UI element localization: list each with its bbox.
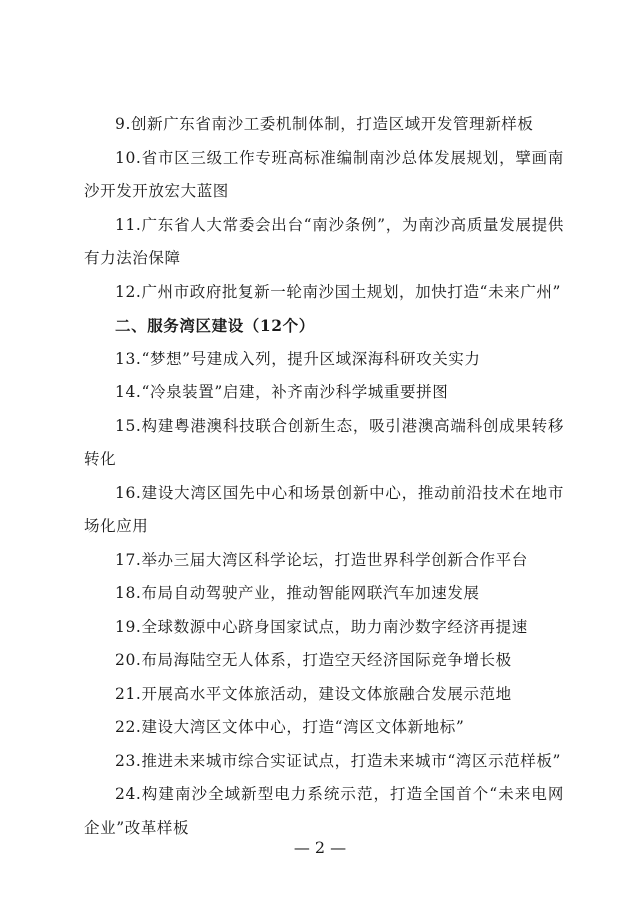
list-item-21: 21.开展高水平文体旅活动，建设文体旅融合发展示范地 <box>115 684 512 703</box>
list-item-9: 9.创新广东省南沙工委机制体制，打造区域开发管理新样板 <box>115 115 534 133</box>
list-item-17: 17.举办三届大湾区科学论坛，打造世界科学创新合作平台 <box>115 550 528 569</box>
section-heading-bay-area: 二、服务湾区建设（12个） <box>115 316 315 335</box>
list-item-19: 19.全球数源中心跻身国家试点，助力南沙数字经济再提速 <box>115 617 528 636</box>
list-item-18: 18.布局自动驾驶产业，推动智能网联汽车加速发展 <box>115 584 480 602</box>
list-item-14: 14.“冷泉装置”启建，补齐南沙科学城重要拼图 <box>115 383 449 401</box>
document-body <box>84 108 564 845</box>
list-item-11: 11.广东省人大常委会出台“南沙条例”，为南沙高质量发展提供有力法治保障 <box>84 215 564 267</box>
list-item-13: 13.“梦想”号建成入列，提升区域深海科研攻关实力 <box>115 349 481 368</box>
list-item-15: 15.构建粤港澳科技联合创新生态，吸引港澳高端科创成果转移转化 <box>84 416 564 468</box>
list-item-20: 20.布局海陆空无人体系，打造空天经济国际竞争增长极 <box>115 651 512 669</box>
list-item-12: 12.广州市政府批复新一轮南沙国土规划，加快打造“未来广州” <box>115 282 561 301</box>
list-item-16: 16.建设大湾区国先中心和场景创新中心，推动前沿技术在地市场化应用 <box>84 483 564 535</box>
list-item-10: 10.省市区三级工作专班高标准编制南沙总体发展规划，擘画南沙开发开放宏大蓝图 <box>84 148 564 200</box>
list-item-22: 22.建设大湾区文体中心，打造“湾区文体新地标” <box>115 718 465 736</box>
list-item-24: 24.构建南沙全域新型电力系统示范，打造全国首个“未来电网企业”改革样板 <box>84 785 564 837</box>
list-item-23: 23.推进未来城市综合实证试点，打造未来城市“湾区示范样板” <box>115 751 561 770</box>
page-number: — 2 — <box>293 838 347 857</box>
